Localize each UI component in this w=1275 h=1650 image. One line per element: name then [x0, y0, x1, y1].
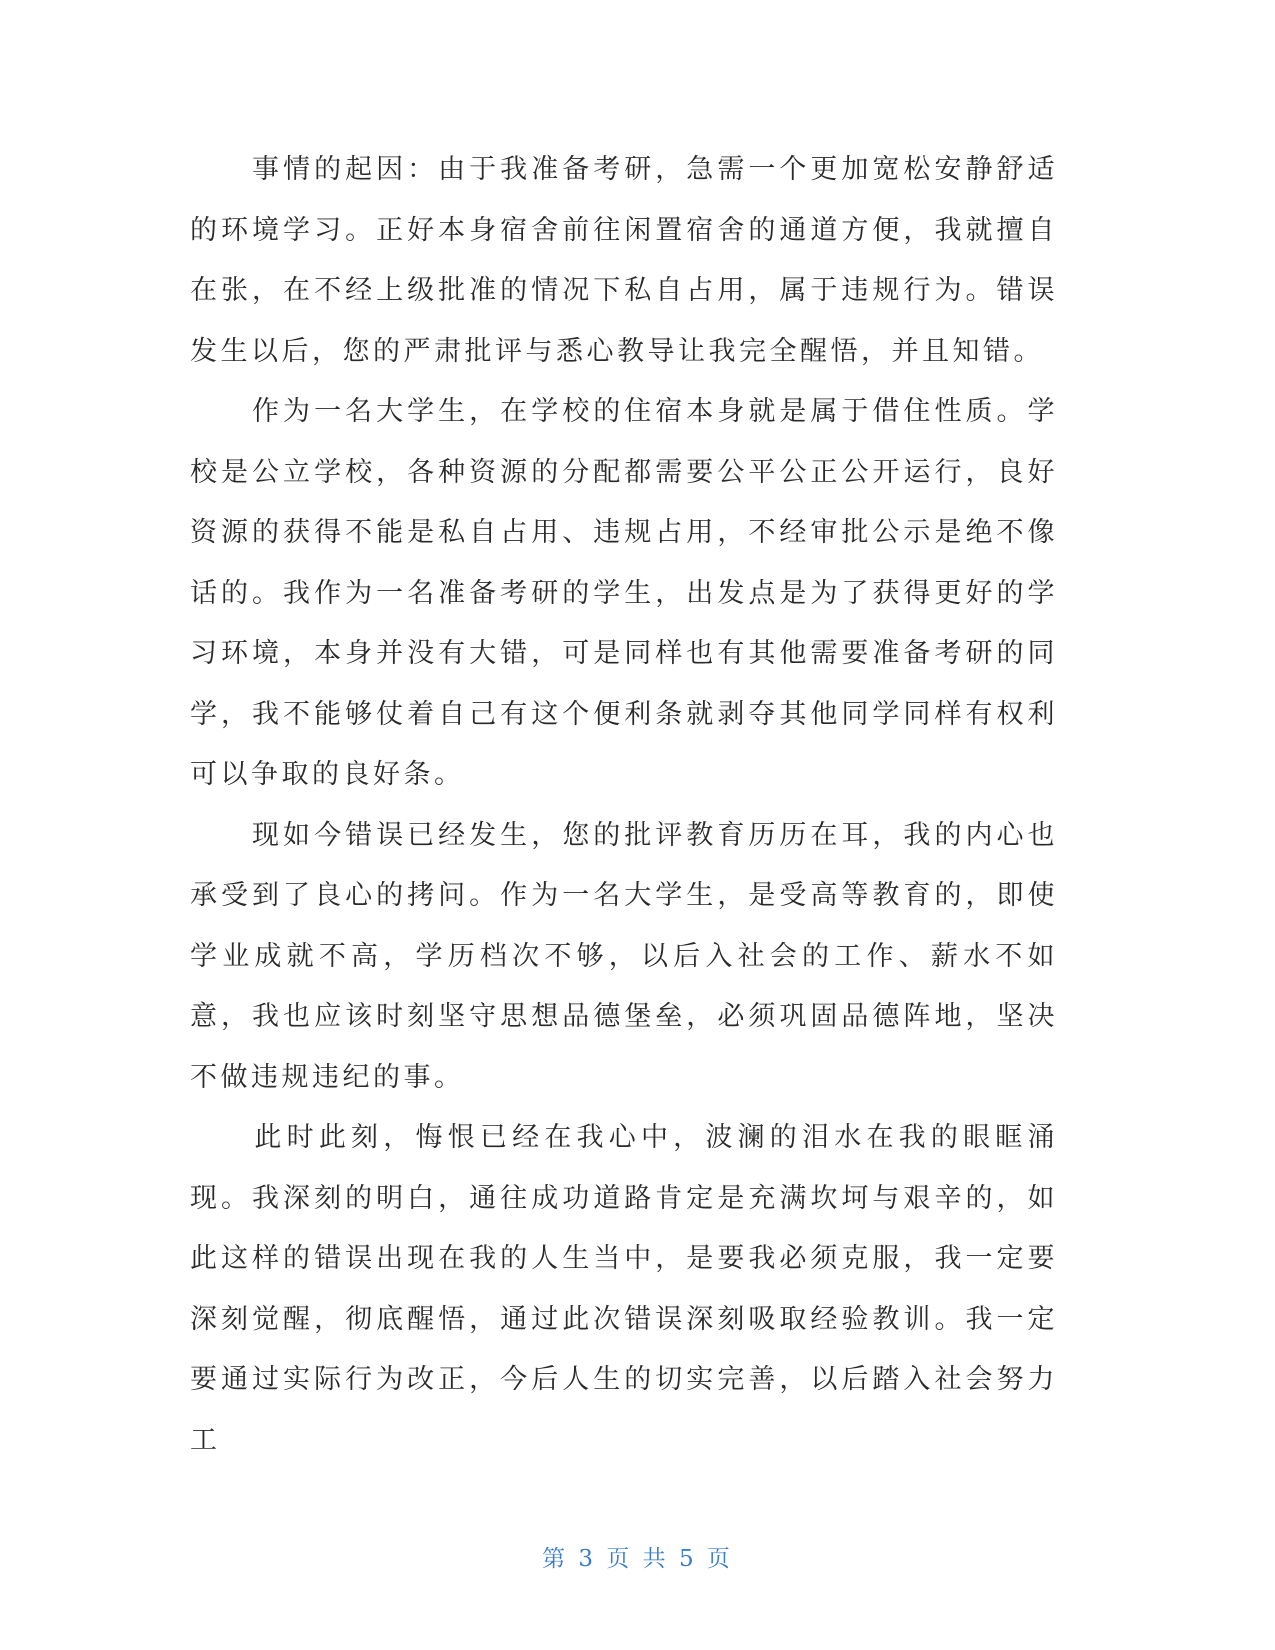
paragraph-2: 作为一名大学生，在学校的住宿本身就是属于借住性质。学校是公立学校，各种资源的分配都需要公平公正公开运行，良好资源的获得不能是私自占用、违规占用，不经审批公示是绝不像话的。我作为一名准备考研的学生，出发点是为了获得更好的学习环境，本身并没有大错，可是同样也有其他需要准备考研的同学，我不能够仗着自己有这个便利条就剥夺其他同学同样有权利可以争取的良好条。 [190, 396, 1058, 790]
paragraph-4: 此时此刻，悔恨已经在我心中，波澜的泪水在我的眼眶涌现。我深刻的明白，通往成功道路肯定是充满坎坷与艰辛的，如此这样的错误出现在我的人生当中，是要我必须克服，我一定要深刻觉醒，彻底醒悟，通过此次错误深刻吸取经验教训。我一定要通过实际行为改正，今后人生的切实完善，以后踏入社会努力工 [190, 1122, 1058, 1456]
paragraph-3: 现如今错误已经发生，您的批评教育历历在耳，我的内心也承受到了良心的拷问。作为一名大学生，是受高等教育的，即使学业成就不高，学历档次不够，以后入社会的工作、薪水不如意，我也应该时刻坚守思想品德堡垒，必须巩固品德阵地，坚决不做违规违纪的事。 [190, 819, 1058, 1093]
page-number-footer: 第 3 页 共 5 页 [542, 1546, 733, 1572]
paragraph-1: 事情的起因：由于我准备考研，急需一个更加宽松安静舒适的环境学习。正好本身宿舍前往闲置宿舍的通道方便，我就擅自在张，在不经上级批准的情况下私自占用，属于违规行为。错误发生以后，您的严肃批评与悉心教导让我完全醒悟，并且知错。 [190, 154, 1058, 367]
document-body [190, 140, 1058, 1471]
